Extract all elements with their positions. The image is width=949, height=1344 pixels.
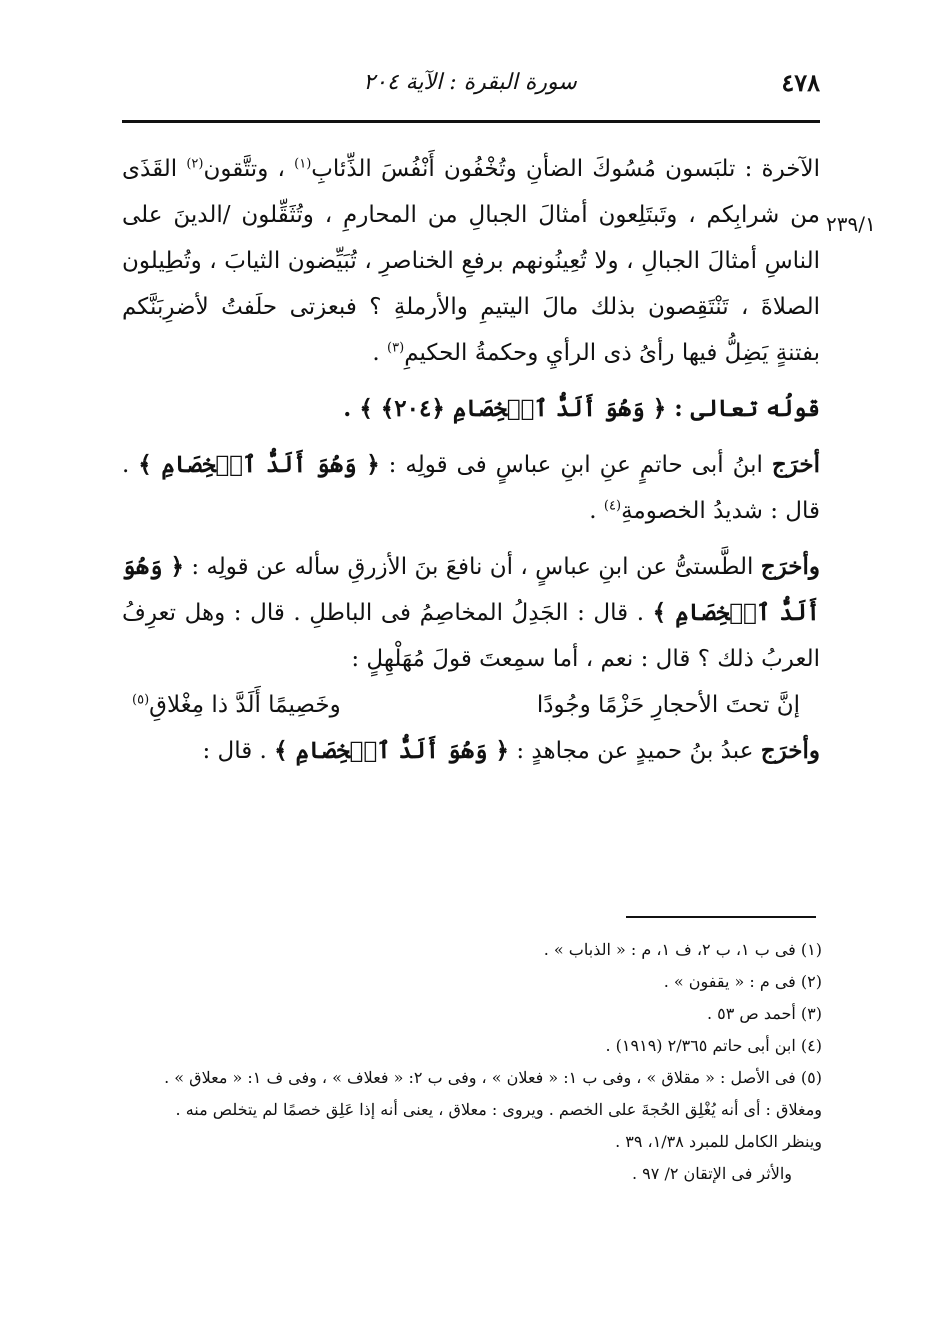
footnote-1: (١) فى ب ١، ب ٢، ف ١، م : « الذباب » . bbox=[543, 940, 822, 959]
footnote-2: (٢) فى م : « يقفون » . bbox=[663, 972, 822, 991]
heading-quran-verse: ﴿ وَهُوَ أَلَدُّ ٱلۡخِصَامِ ﴿٢٠٤﴾ ﴾ bbox=[359, 395, 667, 422]
footnote-ref-4[interactable]: (٤) bbox=[603, 498, 622, 514]
p2-quran: ﴿ وَهُوَ أَلَدُّ ٱلۡخِصَامِ ﴾ bbox=[138, 451, 380, 478]
footnote-ref-3[interactable]: (٣) bbox=[387, 340, 405, 356]
footnote-5-cont-2: وينظر الكامل للمبرد ١/٣٨، ٣٩ . bbox=[615, 1132, 822, 1151]
p4-keyword: وأخرَج bbox=[760, 737, 820, 764]
p3-text-a: الطَّستىُّ عن ابنِ عباسٍ ، أن نافعَ بنَ الأزرقِ سأله عن قولِه : bbox=[191, 554, 754, 580]
footnote-5-cont-1: ومغلاق : أى أنه يُغْلِق الحُجةَ على الخصم . ويروى : معلاق ، يعنى أنه إذا عَلِق خصمًا لم يتخلص منه . bbox=[175, 1100, 822, 1119]
verse-second-hemistich: وخَصِيمًا أَلَدَّ ذا مِغْلاقِ bbox=[149, 692, 341, 718]
footnote-ref-2[interactable]: (٢) bbox=[186, 156, 204, 172]
running-title: سورة البقرة : الآية ٢٠٤ bbox=[363, 70, 577, 95]
verse-second-hemistich-wrap bbox=[132, 682, 341, 728]
p4-text-b: . قال : bbox=[202, 738, 267, 764]
heading-label: قولُه تعالى : bbox=[674, 395, 820, 422]
heading-end: . bbox=[343, 395, 352, 422]
p3-keyword: وأخرَج bbox=[760, 553, 821, 580]
paragraph-2 bbox=[122, 442, 820, 534]
footnote-5: (٥) فى الأصل : « مقلاق » ، وفى ب ١: « فعلان » ، وفى ب ٢: « فعلاف » ، وفى ف ١: « معلاق » . bbox=[164, 1068, 822, 1087]
verse-heading bbox=[122, 386, 820, 432]
p1-text-b: ، وتتَّقون bbox=[203, 156, 285, 182]
p1-text-a: الآخرة : تلبَسون مُسُوكَ الضأنِ وتُخْفُون أَنْفُسَ الذِّئابِ bbox=[311, 156, 821, 182]
p2-keyword: أخرَج bbox=[771, 451, 821, 478]
p1-text-c: القَذَى من شرابِكم ، وتَبتَلِعون أمثالَ الجبالِ من المحارمِ ، وتُثَقِّلون /الدينَ على الناسِ أمثالَ الجبالِ ، ولا تُعِينُونهم برفعِ الخناصرِ ، تُبَيِّضون الثيابَ ، وتُطِيلون الصلاةَ ، تَنْتَقِصون بذلك مالَ اليتيمِ والأرملةِ ؟ فبعزتى حلَفتُ لأضرِبَنَّكم بفتنةٍ يَضِلُّ فيها رأىُ ذى الرأيِ وحكمةُ الحكيمِ bbox=[122, 156, 820, 366]
poetry-verse bbox=[122, 682, 820, 728]
footnote-5-cont-3: والأثر فى الإتقان ٢/ ٩٧ . bbox=[632, 1164, 792, 1183]
footnotes bbox=[122, 934, 822, 1190]
footnote-4: (٤) ابن أبى حاتم ٢/٣٦٥ (١٩١٩) . bbox=[605, 1036, 822, 1055]
p2-text-c: . bbox=[589, 498, 597, 524]
header-divider bbox=[122, 120, 820, 123]
p4-quran: ﴿ وَهُوَ أَلَدُّ ٱلۡخِصَامِ ﴾ bbox=[274, 737, 510, 764]
page-header bbox=[120, 68, 820, 108]
margin-reference: ٢٣٩/١ bbox=[826, 212, 876, 236]
paragraph-4 bbox=[122, 728, 820, 774]
main-text bbox=[122, 146, 820, 774]
footnote-ref-5[interactable]: (٥) bbox=[132, 692, 150, 708]
paragraph-3 bbox=[122, 544, 820, 682]
p2-text-a: ابنُ أبى حاتمٍ عنِ ابنِ عباسٍ فى قولِه : bbox=[388, 452, 763, 478]
paragraph-1 bbox=[122, 146, 820, 376]
p3-text-b: . قال : الجَدِلُ المخاصِمُ فى الباطلِ . قال : وهل تعرِفُ العربُ ذلك ؟ قال : نعم ، أما سمِعتَ قولَ مُهَلْهِلٍ : bbox=[122, 600, 820, 672]
footnote-ref-1[interactable]: (١) bbox=[294, 156, 312, 172]
page-number: ٤٧٨ bbox=[781, 68, 820, 97]
p3-quran: ﴿ وَهُوَ أَلَدُّ ٱلۡخِصَامِ ﴾ bbox=[122, 553, 820, 626]
p2-text-b: . قال : شديدُ الخصومةِ bbox=[122, 452, 820, 524]
footnote-3: (٣) أحمد ص ٥٣ . bbox=[706, 1004, 822, 1023]
p4-text-a: عبدُ بنُ حميدٍ عن مجاهدٍ : bbox=[516, 738, 754, 764]
verse-first-hemistich: إنَّ تحتَ الأحجارِ حَزْمًا وجُودًا bbox=[536, 692, 800, 718]
p1-text-d: . bbox=[372, 340, 380, 366]
footnote-divider bbox=[626, 916, 816, 918]
